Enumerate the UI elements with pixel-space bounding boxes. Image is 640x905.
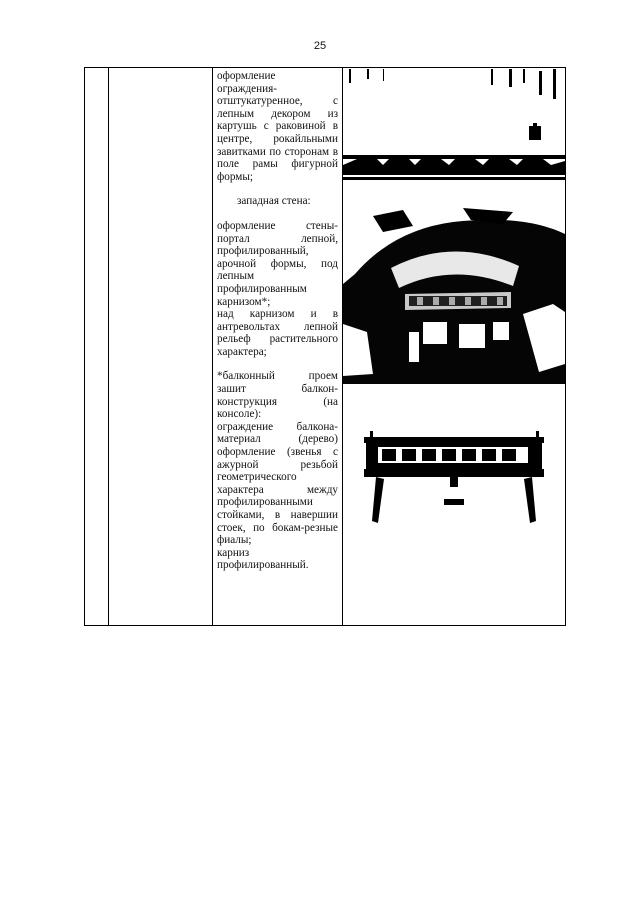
monument-table [84, 67, 566, 626]
facade-cartouche-photo [343, 69, 565, 182]
number-cell [85, 68, 109, 626]
description-paragraph: ограждение балкона- материал (дерево) оформление (звенья с ажурной резьбой геометрического характера между профилированными стойками, в навершии стоек, по бокам-резные фиалы; [217, 420, 338, 547]
description-cell [213, 68, 343, 626]
description-paragraph: карниз профилированный. [217, 546, 309, 572]
photo-cell [343, 68, 566, 626]
section-heading-west-wall: западная стена: [237, 195, 311, 208]
description-paragraph: *балконный проем зашит балкон- конструкция (на консоле): [217, 370, 338, 421]
description-paragraph: над карнизом и в антревольтах лепной рельеф растительного характера; [217, 308, 338, 358]
page-number: 25 [313, 40, 327, 52]
table-row [85, 68, 566, 626]
description-paragraph: оформление ограждения- отштукатуренное, с лепным декором из картушь с раковиной в центре, рокайльными завитками по сторонам в поле рамы фигурной формы; [217, 70, 338, 183]
west-wall-portal-photo [343, 204, 565, 384]
description-paragraph: оформление стены- портал лепной, профилированный, арочной формы, под лепным профилированным карнизом*; [217, 219, 338, 308]
balcony-railing-photo [354, 429, 554, 539]
name-cell [109, 68, 213, 626]
